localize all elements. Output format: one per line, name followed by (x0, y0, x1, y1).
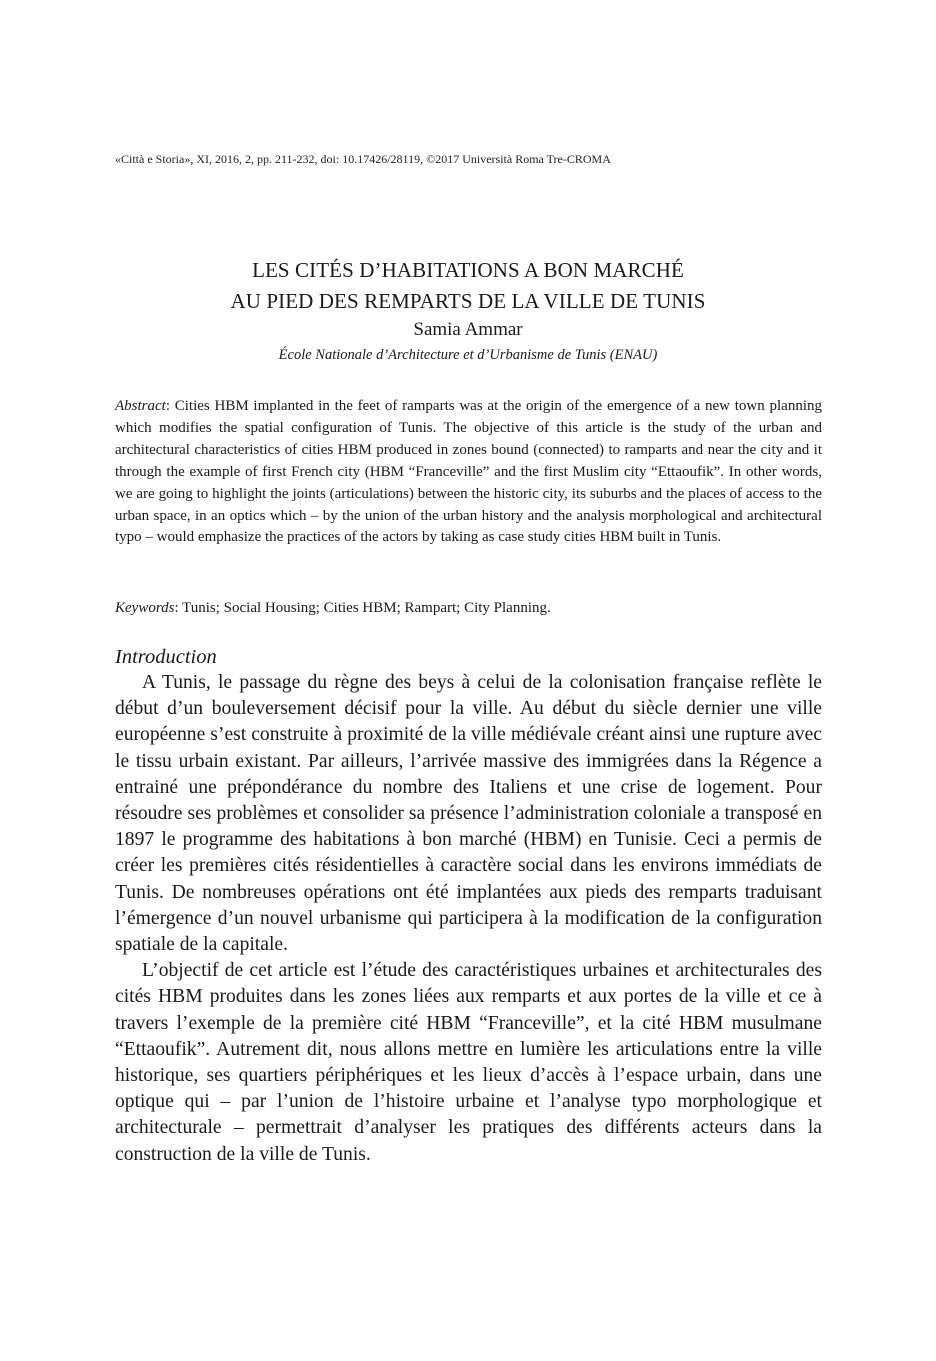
abstract-label: Abstract (115, 398, 166, 414)
abstract-text: : Cities HBM implanted in the feet of ramparts was at the origin of the emergence of a new town planning which modifies the spatial configuration of Tunis. The objective of this article is the study of the urban and architectural characteristics of cities HBM produced in zones bound (connected) to ramparts and near the city and it through the example of first French city (HBM “Franceville” and the first Muslim city “Ettaoufik”. In other words, we are going to highlight the joints (articulations) between the historic city, its suburbs and the places of access to the urban space, in an optics which – by the union of the urban history and the analysis morphological and architectural typo – would emphasize the practices of the actors by taking as case study cities HBM built in Tunis. (115, 398, 822, 546)
journal-citation: «Città e Storia», XI, 2016, 2, pp. 211-232, doi: 10.17426/28119, ©2017 Università Roma Tre-CROMA (115, 152, 611, 166)
title-block (100, 255, 836, 364)
body-paragraph: L’objectif de cet article est l’étude des caractéristiques urbaines et architecturales des cités HBM produites dans les zones liées aux remparts et aux portes de la ville et ce à travers l’exemple de la première cité HBM “Franceville”, et la cité HBM musulmane “Ettaoufik”. Autrement dit, nous allons mettre en lumière les articulations entre la ville historique, ses quartiers périphériques et les lieux d’accès à l’espace urbain, dans une optique qui – par l’union de l’histoire urbaine et l’analyse typo morphologique et architecturale – permettrait d’analyser les pratiques des différents acteurs dans la construction de la ville de Tunis. (115, 960, 822, 1165)
author-name: Samia Ammar (413, 319, 523, 340)
body-paragraph: A Tunis, le passage du règne des beys à celui de la colonisation française reflète le début d’un bouleversement décisif pour la ville. Au début du siècle dernier une ville européenne s’est construite à proximité de la ville médiévale créant ainsi une rupture avec le tissu urbain existant. Par ailleurs, l’arrivée massive des immigrées dans la Régence a entrainé une prépondérance du nombre des Italiens et une crise de logement. Pour résoudre ses problèmes et consolider sa présence l’administration coloniale a transposé en 1897 le programme des habitations à bon marché (HBM) en Tunisie. Ceci a permis de créer les premières cités résidentielles à caractère social dans les environs immédiats de Tunis. De nombreuses opérations ont été implantées aux pieds des remparts traduisant l’émergence d’un nouvel urbanisme qui participera à la modification de la configuration spatiale de la capitale. (115, 672, 822, 956)
keywords (115, 597, 822, 619)
abstract (115, 396, 822, 549)
keywords-label: Keywords (115, 600, 175, 616)
article-title-line-2: AU PIED DES REMPARTS DE LA VILLE DE TUNIS (230, 289, 706, 313)
introduction-body (115, 670, 822, 1168)
article-title-line-1: LES CITÉS D’HABITATIONS A BON MARCHÉ (252, 258, 684, 282)
keywords-text: : Tunis; Social Housing; Cities HBM; Rampart; City Planning. (174, 600, 551, 616)
author-affiliation: École Nationale d’Architecture et d’Urbanisme de Tunis (ENAU) (278, 347, 658, 363)
section-heading-introduction: Introduction (115, 646, 217, 668)
